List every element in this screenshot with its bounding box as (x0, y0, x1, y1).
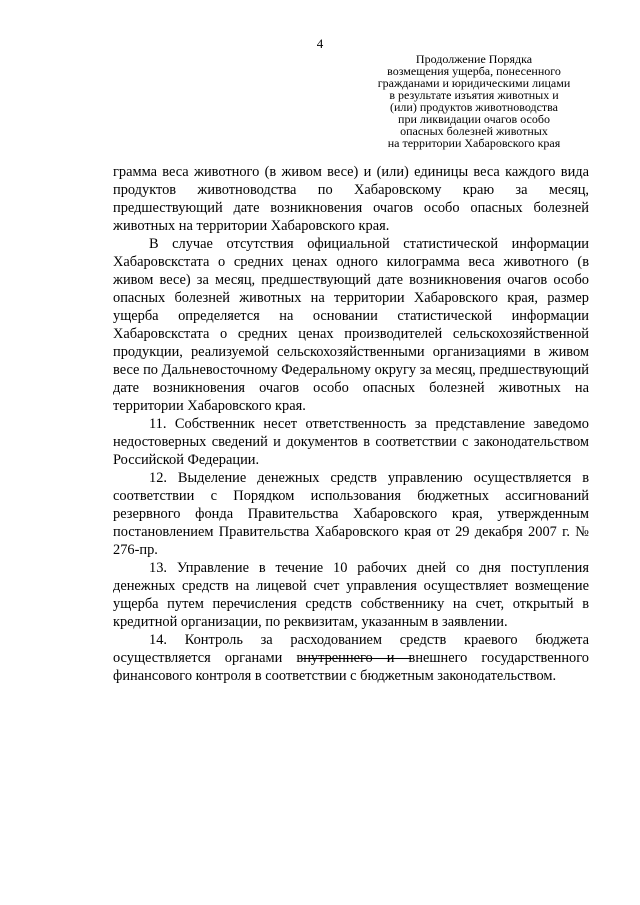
header-line: (или) продуктов животноводства (390, 100, 558, 114)
header-line: опасных болезней животных (400, 124, 548, 138)
document-header (354, 53, 594, 149)
paragraph-11: 11. Собственник несет ответственность за представление заведомо недостоверных сведений и документов в соответствии с законодательством Российской Федерации. (113, 416, 589, 468)
header-line: гражданами и юридическими лицами (377, 76, 571, 90)
paragraph-12: 12. Выделение денежных средств управлению осуществляется в соответствии с Порядком использования бюджетных ассигнований резервного фонда Правительства Хабаровского края, утвержденным постановлением Правительства Хабаровского края от 29 декабря 2007 г. № 276-пр. (113, 470, 589, 558)
paragraph-14: 14. Контроль за расходованием средств краевого бюджета осуществляется органами внутреннего и внешнего государственного финансового контроля в соответствии с бюджетным законодательством. (113, 632, 589, 684)
page-number: 4 (316, 36, 324, 51)
paragraph-13: 13. Управление в течение 10 рабочих дней со дня поступления денежных средств на лицевой счет управления осуществляет возмещение ущерба путем перечисления средств собственнику на счет, открытый в кредитной организации, по реквизитам, указанным в заявлении. (113, 560, 589, 630)
end-separator-line (302, 658, 412, 659)
header-line: при ликвидации очагов особо (398, 112, 550, 126)
paragraph-continuation: грамма веса животного (в живом весе) и (или) единицы веса каждого вида продуктов животноводства по Хабаровскому краю за месяц, предшествующий дате возникновения очагов особо опасных болезней животных на территории Хабаровского края. (113, 164, 589, 234)
header-line: Продолжение Порядка (415, 52, 533, 66)
header-line: на территории Хабаровского края (387, 136, 561, 150)
header-line: в результате изъятия животных и (389, 88, 559, 102)
header-line: возмещения ущерба, понесенного (387, 64, 561, 78)
document-body (113, 163, 589, 685)
paragraph-no-statistics: В случае отсутствия официальной статистической информации Хабаровскстата о средних ценах одного килограмма веса животного (в живом весе) за месяц, предшествующий дате возникновения очагов особо опасных болезней животных на территории Хабаровского края, размер ущерба определяется на основании статистической информации Хабаровскстата о средних ценах производителей сельскохозяйственной продукции, реализуемой сельскохозяйственными организациями в живом весе по Дальневосточному Федеральному округу за месяц, предшествующий дате возникновения очагов особо опасных болезней животных на территории Хабаровского края. (113, 236, 589, 414)
